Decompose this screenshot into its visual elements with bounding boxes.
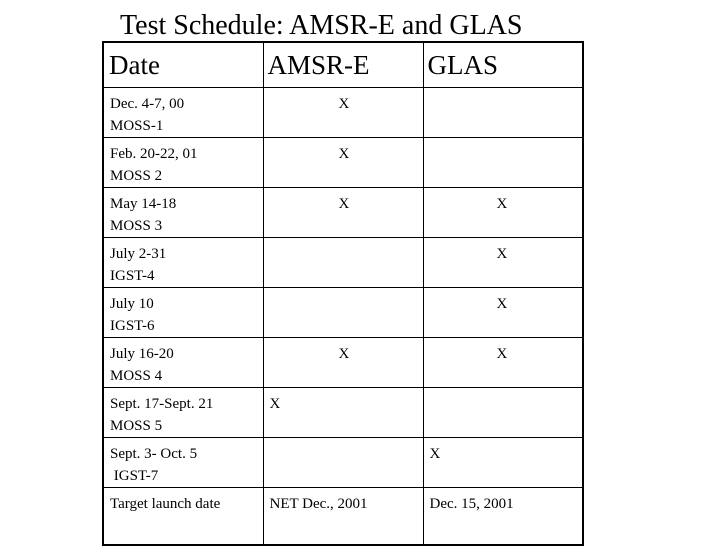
table-row <box>103 338 583 388</box>
date-cell <box>103 138 263 188</box>
header-amsr-e: AMSR-E <box>263 42 423 88</box>
date-text: Sept. 3- Oct. 5 <box>110 446 198 462</box>
header-date: Date <box>103 42 263 88</box>
table-row <box>103 188 583 238</box>
date-cell <box>103 438 263 488</box>
table-header-row <box>103 42 583 88</box>
date-text: July 16-20 <box>110 346 174 362</box>
campaign-text: IGST-4 <box>110 268 155 284</box>
date-cell <box>103 88 263 138</box>
campaign-text: MOSS 2 <box>110 168 163 184</box>
glas-mark <box>423 388 583 438</box>
glas-mark <box>423 88 583 138</box>
amsr-e-mark: X <box>263 88 423 138</box>
glas-launch-text: Dec. 15, 2001 <box>429 496 514 512</box>
campaign-text: IGST-7 <box>110 468 159 484</box>
amsr-e-mark: X <box>263 138 423 188</box>
amsr-e-mark <box>263 288 423 338</box>
date-cell <box>103 238 263 288</box>
glas-mark: X <box>423 438 583 488</box>
glas-mark: X <box>423 338 583 388</box>
date-cell <box>103 288 263 338</box>
glas-mark: X <box>423 188 583 238</box>
launch-row <box>103 488 583 546</box>
date-text: May 14-18 <box>110 196 177 212</box>
table-row <box>103 388 583 438</box>
campaign-text: MOSS-1 <box>110 118 164 134</box>
campaign-text: MOSS 3 <box>110 218 163 234</box>
glas-launch <box>423 488 583 546</box>
table-row <box>103 88 583 138</box>
glas-mark <box>423 138 583 188</box>
date-cell <box>103 388 263 438</box>
table-row <box>103 288 583 338</box>
campaign-text: IGST-6 <box>110 318 155 334</box>
launch-label <box>103 488 263 546</box>
amsr-e-mark <box>263 238 423 288</box>
glas-mark: X <box>423 238 583 288</box>
amsr-e-mark: X <box>263 338 423 388</box>
date-text: July 2-31 <box>110 246 167 262</box>
date-cell <box>103 338 263 388</box>
date-text: Sept. 17-Sept. 21 <box>110 396 214 412</box>
campaign-text: MOSS 4 <box>110 368 163 384</box>
page-title: Test Schedule: AMSR-E and GLAS <box>120 10 523 41</box>
amsr-e-launch-text: NET Dec., 2001 <box>269 496 368 512</box>
date-cell <box>103 188 263 238</box>
date-text: Feb. 20-22, 01 <box>110 146 198 162</box>
launch-label-text: Target launch date <box>110 496 221 512</box>
date-text: Dec. 4-7, 00 <box>110 96 185 112</box>
table-row <box>103 138 583 188</box>
table-row <box>103 238 583 288</box>
amsr-e-mark <box>263 438 423 488</box>
amsr-e-mark: X <box>263 188 423 238</box>
amsr-e-mark: X <box>263 388 423 438</box>
date-text: July 10 <box>110 296 154 312</box>
schedule-table <box>102 41 584 546</box>
amsr-e-launch <box>263 488 423 546</box>
table-row <box>103 438 583 488</box>
campaign-text: MOSS 5 <box>110 418 163 434</box>
header-glas: GLAS <box>423 42 583 88</box>
glas-mark: X <box>423 288 583 338</box>
